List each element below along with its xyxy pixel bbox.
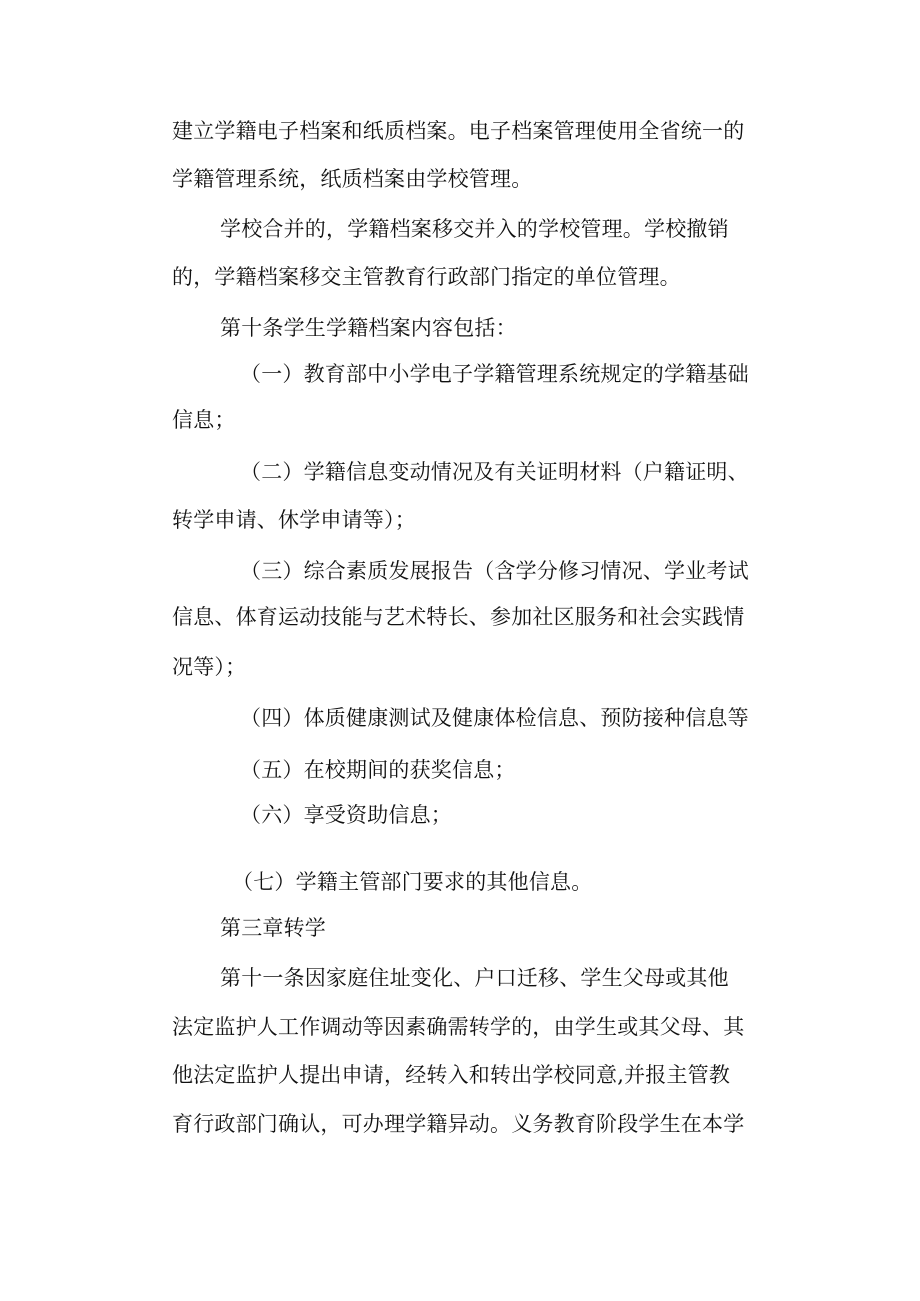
text-line: （四）体质健康测试及健康体检信息、预防接种信息等 xyxy=(240,706,749,730)
text-line: 学籍管理系统，纸质档案由学校管理。 xyxy=(172,167,533,191)
text-line: 转学申请、休学申请等）； xyxy=(172,508,416,532)
text-line: 信息、体育运动技能与艺术特长、参加社区服务和社会实践情 xyxy=(172,605,745,629)
text-line: （一）教育部中小学电子学籍管理系统规定的学籍基础 xyxy=(240,362,749,386)
text-line: （二）学籍信息变动情况及有关证明材料（户籍证明、 xyxy=(240,460,749,484)
text-line: 况等）； xyxy=(172,655,247,679)
text-line: 第十条学生学籍档案内容包括： xyxy=(220,316,517,340)
text-line: 第十一条因家庭住址变化、户口迁移、学生父母或其他 xyxy=(220,966,729,990)
section-heading: 第三章转学 xyxy=(220,916,326,940)
text-line: 的，学籍档案移交主管教育行政部门指定的单位管理。 xyxy=(172,265,681,289)
text-line: （三）综合素质发展报告（含学分修习情况、学业考试 xyxy=(240,559,749,583)
text-line: 育行政部门确认，可办理学籍异动。义务教育阶段学生在本学 xyxy=(172,1112,745,1136)
text-line: 学校合并的，学籍档案移交并入的学校管理。学校撤销 xyxy=(220,217,729,241)
text-line: 建立学籍电子档案和纸质档案。电子档案管理使用全省统一的 xyxy=(172,119,745,143)
text-line: 法定监护人工作调动等因素确需转学的，由学生或其父母、其 xyxy=(172,1015,745,1039)
text-line: （七）学籍主管部门要求的其他信息。 xyxy=(232,870,593,894)
text-line: 信息； xyxy=(172,408,236,432)
text-line: （五）在校期间的获奖信息； xyxy=(240,758,516,782)
text-line: （六）享受资助信息； xyxy=(240,803,452,827)
text-line: 他法定监护人提出申请，经转入和转出学校同意,并报主管教 xyxy=(172,1063,731,1087)
